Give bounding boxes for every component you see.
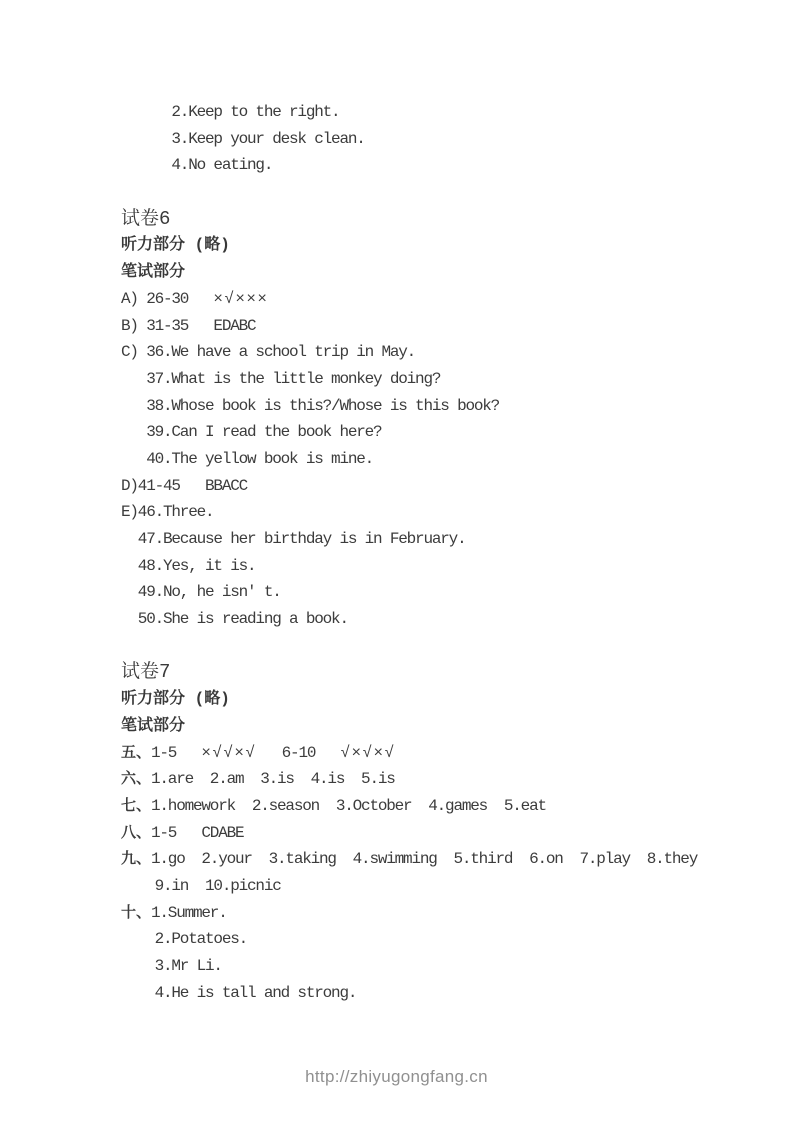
chinese-numeral: 五、 — [121, 744, 152, 762]
check-cross-marks: ×√√×√ — [201, 743, 257, 762]
answer-line — [121, 473, 697, 500]
section-heading — [121, 686, 697, 713]
chinese-numeral: 八、 — [121, 824, 152, 842]
text-run: 笔试部分 — [121, 263, 186, 282]
text-run: 1.go 2.your 3.taking 4.swimming 5.third 6.on 7.play 8.they — [151, 850, 698, 869]
section-heading — [121, 259, 697, 286]
text-run: 听力部分 (略) — [121, 690, 230, 709]
answer-line — [121, 820, 697, 847]
section-heading — [121, 713, 697, 740]
text-run: B) 31-35 EDABC — [121, 316, 256, 335]
answer-line — [121, 953, 697, 980]
blank-line — [121, 633, 697, 660]
answer-line — [121, 980, 697, 1007]
chinese-numeral: 六、 — [121, 771, 152, 789]
text-run: 37.What is the little monkey doing? — [121, 369, 441, 388]
answer-line — [121, 419, 697, 446]
answer-line — [121, 286, 697, 313]
answer-line — [121, 446, 697, 473]
blank-line — [121, 179, 697, 206]
text-run: 38.Whose book is this?/Whose is this book? — [121, 396, 500, 415]
answer-line — [121, 526, 697, 553]
footer — [0, 1067, 793, 1087]
text-run: 3.Keep your desk clean. — [121, 129, 365, 148]
answer-line — [121, 606, 697, 633]
answer-line — [121, 793, 697, 820]
text-run: 1.homework 2.season 3.October 4.games 5.eat — [151, 796, 546, 815]
text-run: 1-5 — [151, 743, 202, 762]
text-run: 39.Can I read the book here? — [121, 423, 382, 442]
text-run: 3.Mr Li. — [121, 957, 222, 975]
text-run: 6-10 — [256, 743, 341, 762]
chinese-numeral: 九、 — [121, 851, 152, 869]
answer-line — [121, 339, 697, 366]
text-run: D)41-45 BBACC — [121, 476, 248, 495]
answer-line — [121, 740, 697, 767]
text-run: 笔试部分 — [121, 716, 186, 735]
answer-line — [121, 499, 697, 526]
chinese-numeral: 七、 — [121, 797, 152, 815]
answer-line — [121, 579, 697, 606]
answer-line — [121, 926, 697, 953]
answer-line — [121, 553, 697, 580]
answer-line — [121, 99, 697, 126]
answer-line — [121, 873, 697, 900]
text-run: 48.Yes, it is. — [121, 556, 256, 575]
text-run: 1.are 2.am 3.is 4.is 5.is — [151, 770, 395, 789]
answer-line — [121, 152, 697, 179]
text-run: 1.Summer. — [151, 903, 227, 922]
exam-title — [121, 659, 697, 686]
text-run: 49.No, he isn' t. — [121, 583, 281, 602]
answer-line — [121, 126, 697, 153]
text-run: 9.in 10.picnic — [121, 876, 281, 895]
section-heading — [121, 232, 697, 259]
answer-line — [121, 766, 697, 793]
text-run: 试卷7 — [121, 661, 171, 684]
footer-url: http://zhiyugongfang.cn — [305, 1067, 488, 1086]
text-run: 试卷6 — [121, 207, 171, 230]
text-run: 47.Because her birthday is in February. — [121, 530, 466, 548]
answer-line — [121, 393, 697, 420]
text-run: 1-5 CDABE — [151, 823, 244, 842]
answer-line — [121, 313, 697, 340]
text-run: 40.The yellow book is mine. — [121, 449, 374, 468]
text-run: E)46.Three. — [121, 503, 214, 522]
text-run: 2.Keep to the right. — [121, 103, 340, 121]
document-lines — [121, 99, 697, 1006]
answer-line — [121, 846, 697, 873]
text-run: 听力部分 (略) — [121, 236, 230, 255]
exam-title — [121, 206, 697, 233]
text-run: A) 26-30 — [121, 289, 214, 308]
check-cross-marks: ×√××× — [213, 289, 269, 308]
answer-line — [121, 366, 697, 393]
answer-line — [121, 900, 697, 927]
text-run: C) 36.We have a school trip in May. — [121, 343, 416, 362]
chinese-numeral: 十、 — [121, 904, 152, 922]
text-run: 4.He is tall and strong. — [121, 983, 357, 1002]
check-cross-marks: √×√×√ — [340, 743, 396, 762]
text-run: 50.She is reading a book. — [121, 610, 348, 629]
text-run: 2.Potatoes. — [121, 930, 248, 949]
text-run: 4.No eating. — [121, 156, 273, 175]
